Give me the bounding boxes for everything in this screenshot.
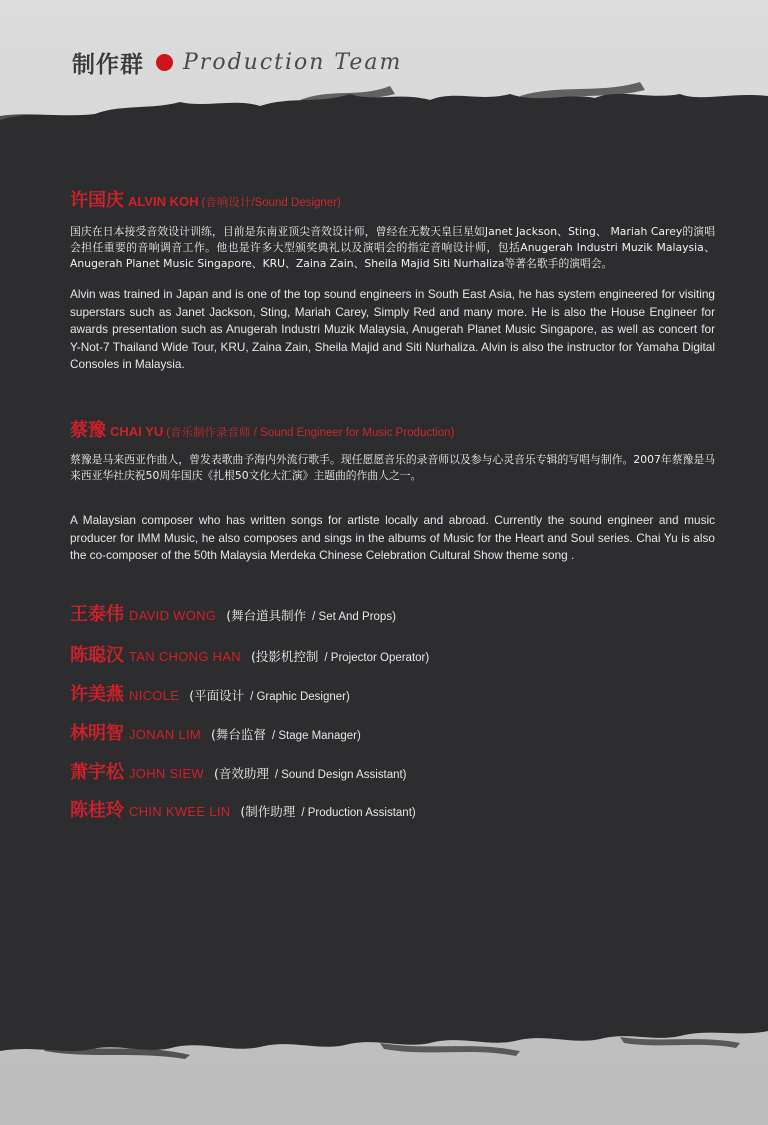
name-chinese: 许国庆	[70, 190, 124, 211]
name-english: JOHN SIEW	[129, 766, 204, 781]
name-chinese: 陈聪汉	[70, 645, 124, 666]
crew-item-nicole	[70, 680, 350, 706]
crew-item-chin-kwee-lin	[70, 796, 416, 822]
name-english: CHAI YU	[110, 424, 164, 439]
bio-paragraph-english: Alvin was trained in Japan and is one of the top sound engineers in South East Asia, he has system engineered for visiting superstars such as Janet Jackson, Sting, Mariah Carey, Simply Red and many more. He is also the House Engineer for awards presentation such as Anugerah Industri Muzik Malaysia, Anugerah Planet Music Singapore, as well as concert for Y-Not-7 Thailand Wide Tour, KRU, Zaina Zain, Sheila Majid and Siti Nurhaliza. Alvin is also the instructor for Yamaha Digital Consoles in Malaysia.	[70, 287, 715, 371]
role-chinese: (舞台道具制作	[226, 608, 307, 623]
title-chinese: 制作群	[72, 52, 144, 78]
role-chinese: (投影机控制	[251, 649, 319, 664]
name-chinese: 许美燕	[70, 684, 124, 705]
name-chinese: 蔡豫	[70, 420, 106, 441]
brush-stroke-bottom	[0, 985, 768, 1060]
crew-item-tan-chong-han	[70, 641, 429, 667]
role-english: / Stage Manager)	[271, 730, 361, 742]
role-label: (音乐制作录音师 / Sound Engineer for Music Production)	[166, 427, 455, 439]
name-english: NICOLE	[129, 688, 180, 703]
content-panel	[0, 134, 768, 1014]
role-english: / Production Assistant)	[301, 807, 416, 819]
bio-heading	[70, 186, 715, 212]
bio-chai-yu	[70, 416, 715, 565]
bio-paragraph-english: A Malaysian composer who has written songs for artiste locally and abroad. Currently the sound engineer and music producer for IMM Music, he also composes and sings in the albums of Music for the Heart and Soul series. Chai Yu is also the co-composer of the 50th Malaysia Merdeka Chinese Celebration Cultural Show theme song .	[70, 513, 715, 562]
role-english: / Projector Operator)	[324, 652, 430, 664]
red-dot-icon	[156, 54, 173, 71]
name-english: CHIN KWEE LIN	[129, 804, 231, 819]
bio-alvin-koh	[70, 186, 715, 374]
role-chinese: (制作助理	[240, 804, 296, 819]
role-chinese: (舞台监督	[211, 727, 266, 742]
name-chinese: 陈桂玲	[70, 800, 124, 821]
name-english: TAN CHONG HAN	[129, 649, 241, 664]
crew-item-david-wong	[70, 600, 396, 626]
crew-item-jonan-lim	[70, 719, 361, 745]
bio-heading	[70, 416, 715, 442]
name-english: JONAN LIM	[129, 727, 202, 742]
role-english: / Graphic Designer)	[250, 691, 350, 703]
crew-item-john-siew	[70, 758, 407, 784]
bio-paragraph-chinese: 国庆在日本接受音效设计训练，目前是东南亚顶尖音效设计师，曾经在无数天皇巨星如Janet Jackson、Sting、 Mariah Carey的演唱会担任重要的音响调音工作。他也是许多大型颁奖典礼以及演唱会的指定音响设计师，包括Anugerah Industri Muzik Malaysia、Anugerah Planet Music Singapore、KRU、Zaina Zain、Sheila Majid Siti Nurhaliza等著名歌手的演唱会。	[70, 225, 715, 270]
name-english: ALVIN KOH	[128, 194, 199, 209]
role-chinese: (音效助理	[213, 766, 269, 781]
role-english: / Set And Props)	[312, 611, 396, 623]
name-chinese: 林明智	[70, 723, 124, 744]
bio-paragraph-chinese: 蔡豫是马来西亚作曲人，曾发表歌曲予海内外流行歌手。现任愿愿音乐的录音师以及参与心灵音乐专辑的写唱与制作。2007年蔡豫是马来西亚华社庆祝50周年国庆《扎根50文化大汇演》主题曲的作曲人之一。	[70, 453, 715, 482]
name-english: DAVID WONG	[129, 608, 217, 623]
role-english: / Sound Design Assistant)	[274, 769, 407, 781]
name-chinese: 王泰伟	[70, 604, 124, 625]
role-chinese: (平面设计	[189, 688, 245, 703]
title-english: Production Team	[183, 50, 403, 75]
role-label: (音响设计/Sound Designer)	[201, 197, 341, 209]
page-title	[72, 46, 402, 79]
name-chinese: 萧宇松	[70, 762, 124, 783]
